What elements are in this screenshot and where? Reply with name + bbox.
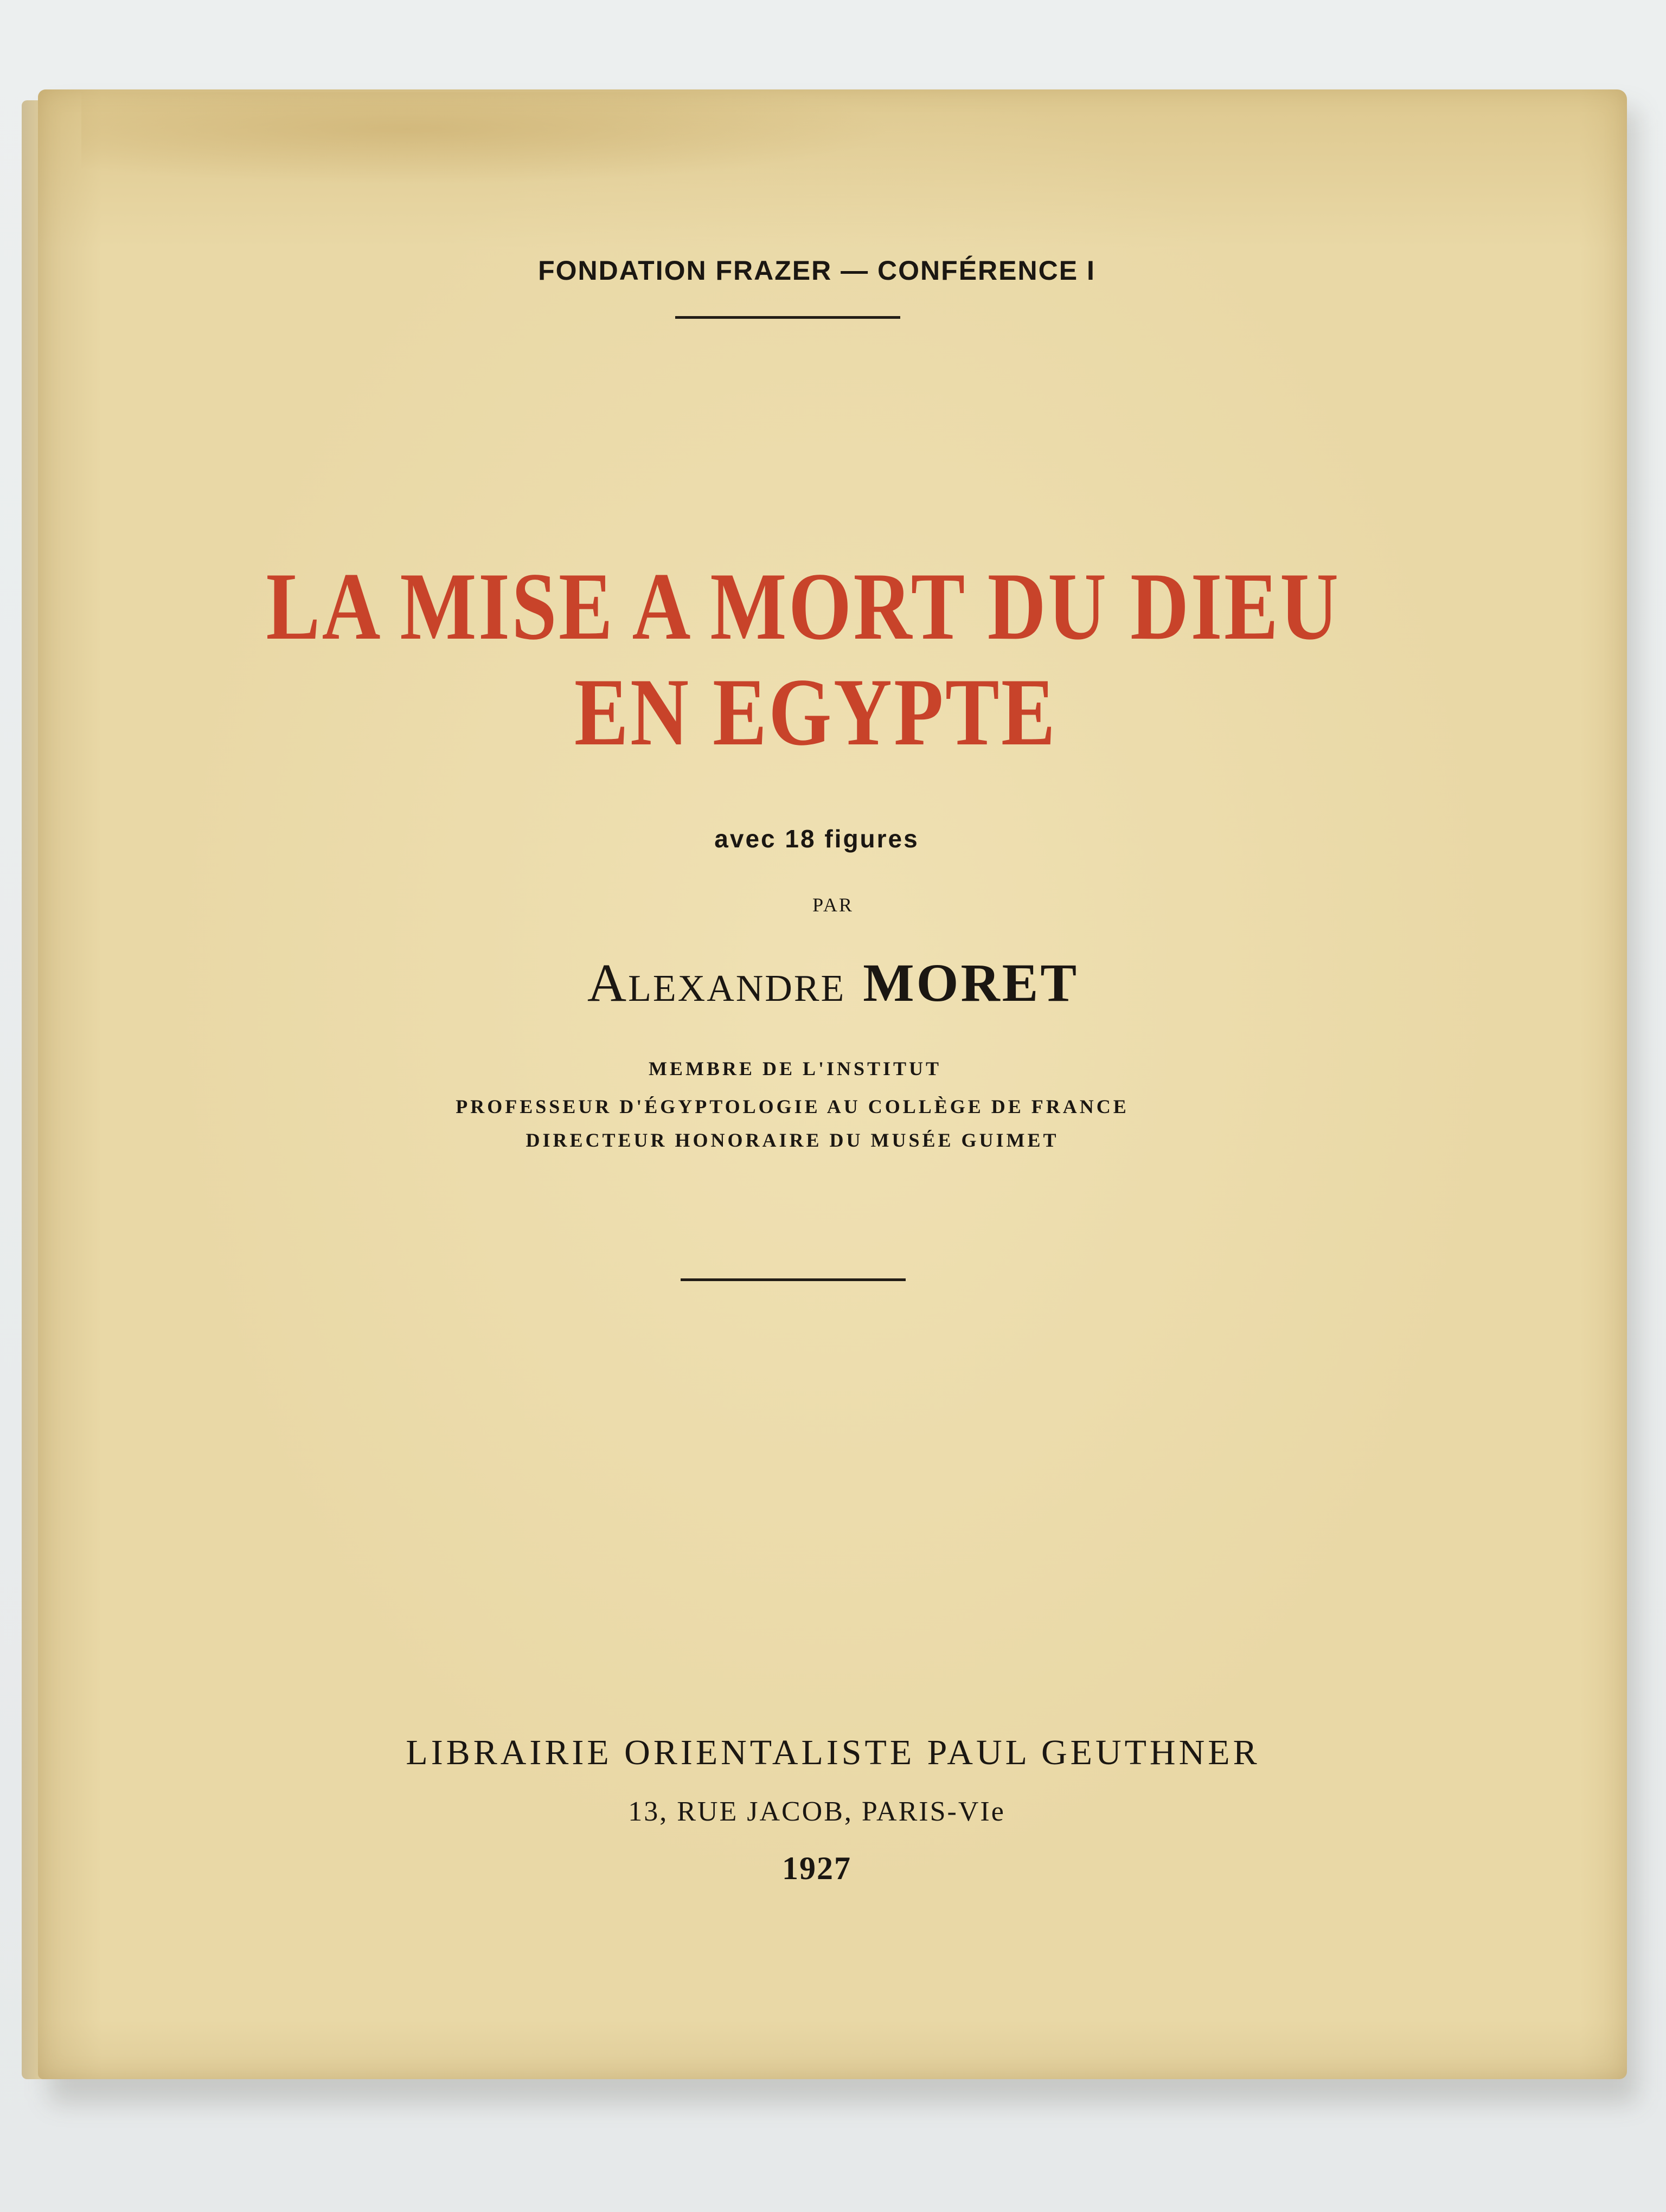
author-name xyxy=(0,951,1666,1014)
publisher-address: 13, RUE JACOB, PARIS-VIe xyxy=(628,1796,1005,1827)
book-cover xyxy=(38,89,1627,2079)
title-line-1: LA MISE A MORT DU DIEU xyxy=(266,552,1341,660)
top-divider-rule xyxy=(675,316,900,319)
author-given-name: Alexandre xyxy=(587,953,846,1013)
publication-year: 1927 xyxy=(782,1850,851,1886)
subtitle: avec 18 figures xyxy=(714,825,919,853)
author-credential: PROFESSEUR D'ÉGYPTOLOGIE AU COLLÈGE DE FRANCE xyxy=(456,1096,1129,1117)
title-line-2: EN EGYPTE xyxy=(574,658,1058,766)
author-credential: MEMBRE DE L'INSTITUT xyxy=(648,1058,942,1079)
author-credential: DIRECTEUR HONORAIRE DU MUSÉE GUIMET xyxy=(526,1129,1059,1151)
bottom-divider-rule xyxy=(681,1278,906,1281)
water-stain xyxy=(81,92,895,184)
by-label: PAR xyxy=(812,894,854,916)
series-heading: FONDATION FRAZER — CONFÉRENCE I xyxy=(538,255,1095,286)
publisher-name: LIBRAIRIE ORIENTALISTE PAUL GEUTHNER xyxy=(406,1733,1260,1772)
author-surname: MORET xyxy=(863,953,1079,1013)
